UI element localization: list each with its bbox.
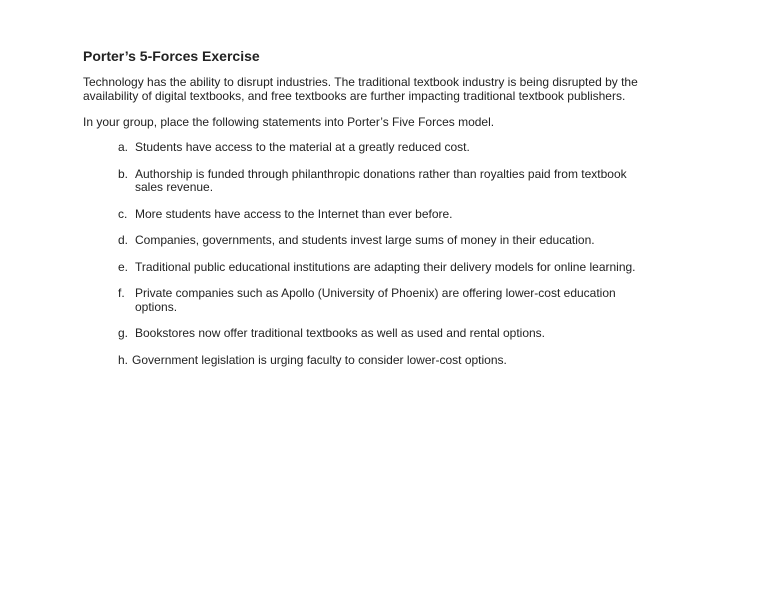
list-item — [83, 141, 683, 155]
list-marker: a. — [118, 140, 129, 154]
page-title: Porter’s 5-Forces Exercise — [83, 48, 260, 64]
list-item-text: Traditional public educational institutions are adapting their delivery models for online learning. — [135, 259, 636, 274]
list-marker: e. — [118, 259, 129, 274]
list-marker: b. — [118, 166, 129, 181]
list-item — [83, 327, 683, 341]
list-item-text: Bookstores now offer traditional textbooks as well as used and rental options. — [135, 326, 546, 340]
list-marker: f. — [118, 286, 125, 300]
list-item-text: More students have access to the Internet than ever before. — [135, 206, 453, 221]
list-item — [83, 261, 683, 275]
list-item-text: Companies, governments, and students invest large sums of money in their education. — [135, 233, 595, 247]
statement-list — [83, 141, 683, 367]
list-marker: d. — [118, 233, 129, 247]
intro-paragraph: Technology has the ability to disrupt industries. The traditional textbook industry is being disrupted by the availability of digital textbooks, and free textbooks are further impacting traditional textbook publishers. — [83, 75, 638, 103]
list-item-text: Private companies such as Apollo (University of Phoenix) are offering lower-cost education options. — [135, 286, 616, 314]
list-item — [83, 354, 683, 368]
list-item — [83, 208, 683, 222]
list-item — [83, 168, 683, 195]
list-marker: g. — [118, 326, 129, 340]
list-item-text: Authorship is funded through philanthropic donations rather than royalties paid from textbook sales revenue. — [135, 166, 627, 194]
list-item — [83, 287, 683, 314]
list-marker: h. — [118, 352, 129, 367]
document-page — [83, 46, 683, 380]
instruction-paragraph: In your group, place the following statements into Porter’s Five Forces model. — [83, 115, 495, 129]
list-item-text: Students have access to the material at a greatly reduced cost. — [135, 140, 470, 154]
list-item-text: Government legislation is urging faculty to consider lower-cost options. — [132, 352, 507, 367]
list-item — [83, 234, 683, 248]
list-marker: c. — [118, 206, 128, 221]
